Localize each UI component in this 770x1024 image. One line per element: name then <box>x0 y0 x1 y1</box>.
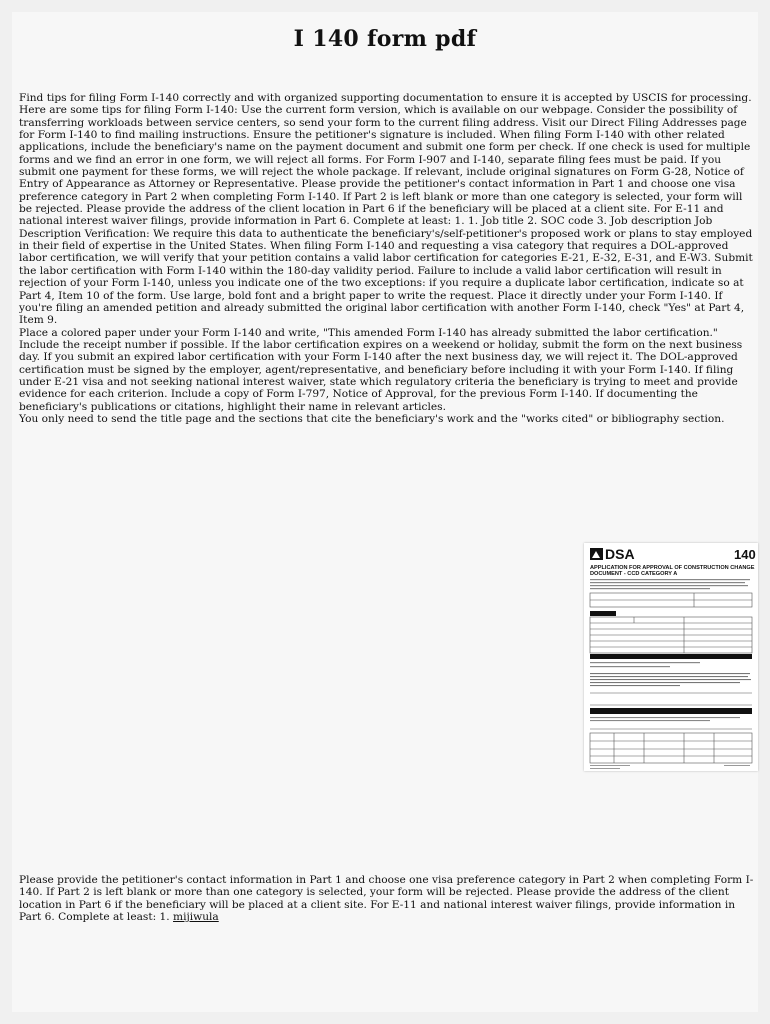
intro-paragraph: Find tips for filing Form I-140 correctly and with organized supporting documentation to ensure it is accepted by USCIS for processing. <box>19 92 752 104</box>
document-page <box>12 12 758 1012</box>
title-page-paragraph: You only need to send the title page and the sections that cite the beneficiary's work and the "works cited" or bibliography section. <box>19 412 725 425</box>
mijiwula-link[interactable]: mijiwula <box>173 911 219 924</box>
article-body <box>19 92 754 425</box>
thumb-logo: DSA <box>605 546 635 562</box>
tips-paragraph: Here are some tips for filing Form I-140: Use the current form version, which is available on our webpage. Consider the possibility of transferring workloads between service centers, so send your form to the current filing address. Visit our Direct Filing Addresses page for Form I-140 to find mailing instructions. Ensure the petitioner's signature is included. When filing Form I-140 with other related applications, include the beneficiary's name on the payment document and submit one form per check. If one check is used for multiple forms and we find an error in one form, we will reject all forms. For Form I-907 and I-140, separate filing fees must be paid. If you submit one payment for these forms, we will reject the whole package. If relevant, include original signatures on Form G-28, Notice of Entry of Appearance as Attorney or Representative. Please provide the petitioner's contact information in Part 1 and choose one visa preference category in Part 2 when completing Form I-140. If Part 2 is left blank or more than one category is selected, your form will be rejected. Please provide the address of the client location in Part 6 if the beneficiary will be placed at a client site. For E-11 and national interest waiver filings, provide information in Part 6. Complete at least: 1. 1. Job title 2. SOC code 3. Job description Job Description Verification: We require this data to authenticate the beneficiary's/self-petitioner's proposed work or plans to stay employed in their field of expertise in the United States. When filing Form I-140 and requesting a visa category that requires a DOL-approved labor certification, we will verify that your petition contains a valid labor certification for categories E-21, E-32, E-31, and E-W3. Submit the labor certification with Form I-140 within the 180-day validity period. Failure to include a valid labor certification will result in rejection of your Form I-140, unless you indicate one of the two exceptions: if you require a duplicate labor certification, indicate so at Part 4, Item 10 of the form. Use large, bold font and a bright paper to write the request. Place it directly under your Form I-140. If you're filing an amended petition and already submitted the original labor certification with another Form I-140, check "Yes" at Part 4, Item 9. <box>19 104 753 327</box>
bottom-paragraph-text: Please provide the petitioner's contact information in Part 1 and choose one visa preference category in Part 2 when completing Form I-140. If Part 2 is left blank or more than one category is selected, your form will be rejected. Please provide the address of the client location in Part 6 if the beneficiary will be placed at a client site. For E-11 and national interest waiver filings, provide information in Part 6. Complete at least: 1. <box>19 874 754 924</box>
form-document-thumbnail-icon <box>584 543 758 771</box>
amended-paragraph: Place a colored paper under your Form I-140 and write, "This amended Form I-140 has already submitted the labor certification." Include the receipt number if possible. If the labor certification expires on a weekend or holiday, submit the form on the next business day. If you submit an expired labor certification with your Form I-140 after the next business day, we will reject it. The DOL-approved certification must be signed by the employer, agent/representative, and beneficiary before including it with your Form I-140. If filing under E-21 visa and not seeking national interest waiver, state which regulatory criteria the beneficiary is trying to meet and provide evidence for each criterion. Include a copy of Form I-797, Notice of Approval, for the previous Form I-140. If documenting the beneficiary's publications or citations, highlight their name in relevant articles. <box>19 326 743 413</box>
thumb-heading-2: DOCUMENT - CCD CATEGORY A <box>590 571 678 577</box>
bottom-paragraph <box>19 874 754 923</box>
thumb-form-number: 140 <box>734 547 756 562</box>
form-thumbnail[interactable] <box>584 543 758 771</box>
thumb-heading-1: APPLICATION FOR APPROVAL OF CONSTRUCTION CHANGE <box>590 565 755 571</box>
page-title: I 140 form pdf <box>293 26 477 52</box>
